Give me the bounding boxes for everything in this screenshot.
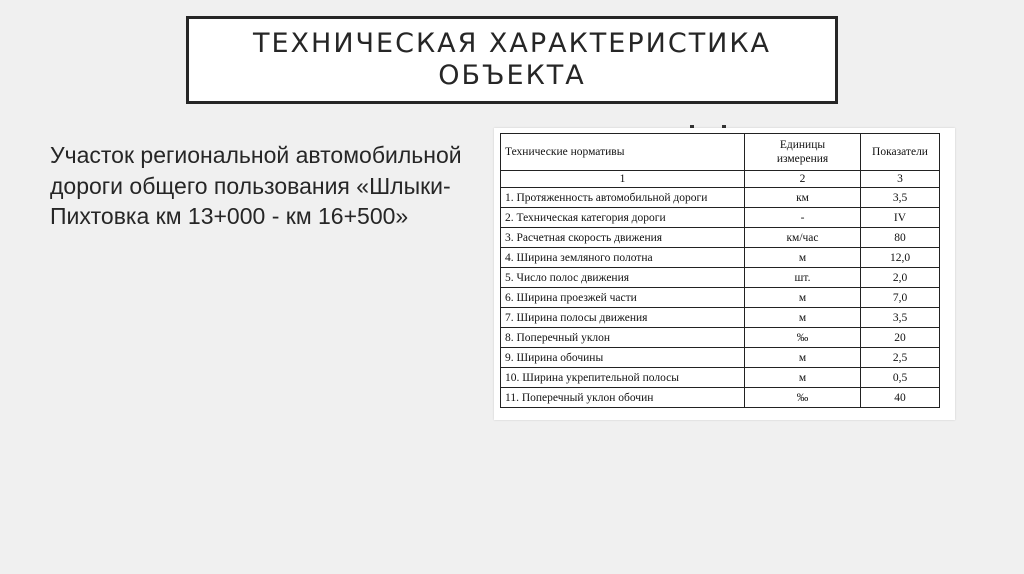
row-name: 2. Техническая категория дороги [501, 208, 745, 228]
row-value: 0,5 [861, 368, 940, 388]
table-row [501, 188, 940, 208]
slide-title-box [186, 16, 838, 104]
table-row [501, 388, 940, 408]
technical-specs-table-image [494, 128, 955, 420]
table-row [501, 288, 940, 308]
row-value: 12,0 [861, 248, 940, 268]
row-value: 20 [861, 328, 940, 348]
col-number: 3 [861, 171, 940, 188]
row-unit: ‰ [745, 388, 861, 408]
row-name: 4. Ширина земляного полотна [501, 248, 745, 268]
header-values: Показатели [861, 134, 940, 171]
row-name: 8. Поперечный уклон [501, 328, 745, 348]
row-value: 3,5 [861, 188, 940, 208]
row-value: 3,5 [861, 308, 940, 328]
row-value: IV [861, 208, 940, 228]
row-name: 1. Протяженность автомобильной дороги [501, 188, 745, 208]
row-name: 9. Ширина обочины [501, 348, 745, 368]
row-unit: м [745, 288, 861, 308]
table-body [501, 188, 940, 408]
row-unit: км [745, 188, 861, 208]
row-name: 10. Ширина укрепительной полосы [501, 368, 745, 388]
slide-title-line-1: ТЕХНИЧЕСКАЯ ХАРАКТЕРИСТИКА [252, 28, 772, 59]
row-unit: м [745, 348, 861, 368]
row-name: 3. Расчетная скорость движения [501, 228, 745, 248]
table-row [501, 348, 940, 368]
row-unit: м [745, 248, 861, 268]
technical-specs-table [500, 133, 940, 408]
row-value: 40 [861, 388, 940, 408]
row-unit: м [745, 308, 861, 328]
row-unit: ‰ [745, 328, 861, 348]
row-value: 7,0 [861, 288, 940, 308]
row-name: 7. Ширина полосы движения [501, 308, 745, 328]
table-row [501, 208, 940, 228]
slide-title-line-2: ОБЪЕКТА [438, 60, 586, 91]
row-value: 80 [861, 228, 940, 248]
table-number-row [501, 171, 940, 188]
table-row [501, 308, 940, 328]
row-name: 5. Число полос движения [501, 268, 745, 288]
row-value: 2,0 [861, 268, 940, 288]
row-name: 11. Поперечный уклон обочин [501, 388, 745, 408]
header-units [745, 134, 861, 171]
table-row [501, 228, 940, 248]
col-number: 2 [745, 171, 861, 188]
table-row [501, 268, 940, 288]
header-norms: Технические нормативы [501, 134, 745, 171]
row-unit: км/час [745, 228, 861, 248]
object-description: Участок региональной автомобильной дороги общего пользования «Шлыки-Пихтовка км 13+000 - км 16+500» [50, 142, 462, 229]
table-row [501, 368, 940, 388]
row-unit: м [745, 368, 861, 388]
table-row [501, 328, 940, 348]
row-value: 2,5 [861, 348, 940, 368]
header-units-line2: измерения [776, 153, 829, 165]
col-number: 1 [501, 171, 745, 188]
table-row [501, 248, 940, 268]
header-units-line1: Единицы [779, 139, 826, 151]
row-unit: - [745, 208, 861, 228]
row-unit: шт. [745, 268, 861, 288]
row-name: 6. Ширина проезжей части [501, 288, 745, 308]
table-header-row [501, 134, 940, 171]
